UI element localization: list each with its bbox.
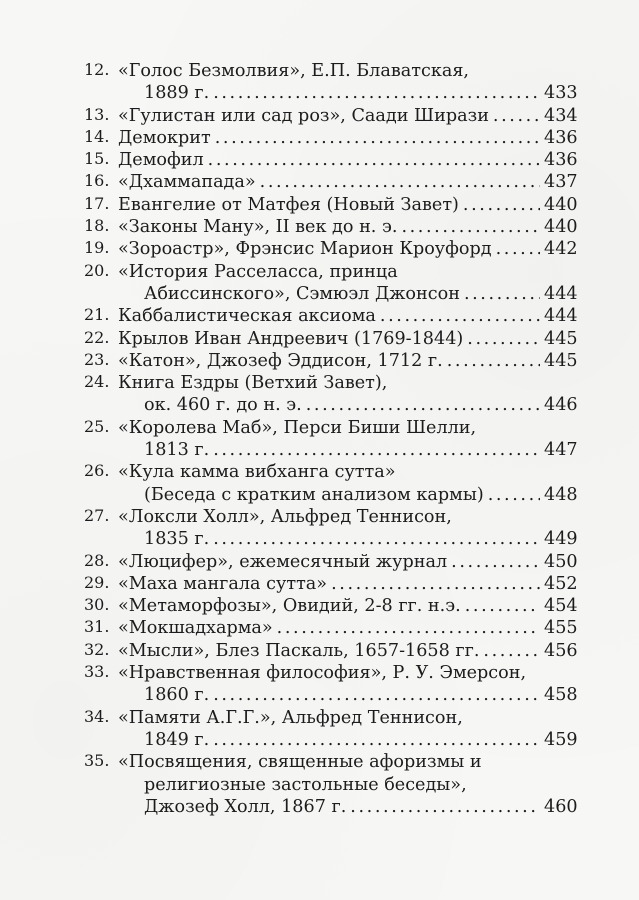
entry-title-line: 1835 г. bbox=[144, 529, 210, 550]
entry-title-line: Каббалистическая аксиома bbox=[118, 306, 376, 327]
toc-entry bbox=[84, 639, 578, 662]
entry-title-line: «Мысли», Блез Паскаль, 1657-1658 гг. bbox=[118, 640, 480, 661]
entry-title-line: «Памяти А.Г.Г.», Альфред Теннисон, bbox=[118, 707, 463, 728]
entry-title-line: Демокрит bbox=[118, 127, 211, 148]
entry-title-line: «Метаморфозы», Овидий, 2-8 гг. н.э. bbox=[118, 596, 461, 617]
entry-title-line: (Беседа с кратким анализом кармы) bbox=[144, 484, 484, 505]
entry-number: 32. bbox=[84, 639, 110, 659]
entry-number: 18. bbox=[84, 216, 110, 236]
toc-entry bbox=[84, 751, 578, 818]
toc-entry bbox=[84, 216, 578, 238]
entry-number: 21. bbox=[84, 305, 110, 325]
dot-leader bbox=[465, 595, 540, 617]
entry-number: 31. bbox=[84, 617, 110, 637]
dot-leader bbox=[451, 551, 540, 573]
toc-entry bbox=[84, 550, 578, 573]
dot-leader bbox=[401, 216, 540, 238]
toc-entry bbox=[84, 349, 578, 372]
page-number: 447 bbox=[544, 440, 578, 461]
page-number: 437 bbox=[544, 172, 578, 193]
entry-title-line: «Люцифер», ежемесячный журнал bbox=[118, 551, 448, 572]
toc-entry bbox=[84, 617, 578, 639]
dot-leader bbox=[380, 305, 540, 327]
toc-entry bbox=[84, 104, 578, 127]
page-number: 459 bbox=[544, 729, 578, 750]
entry-title-line: 1889 г. bbox=[144, 83, 210, 104]
entry-number: 29. bbox=[84, 572, 110, 592]
page-number: 442 bbox=[544, 239, 578, 260]
entry-number: 14. bbox=[84, 126, 110, 146]
dot-leader bbox=[215, 127, 540, 149]
toc-entry bbox=[84, 260, 578, 306]
entry-title-line: «Кула камма вибханга сутта» bbox=[118, 462, 396, 483]
entry-number: 16. bbox=[84, 171, 110, 191]
toc-entry bbox=[84, 126, 578, 149]
entry-title-line: «Локсли Холл», Альфред Теннисон, bbox=[118, 506, 452, 527]
entry-number: 20. bbox=[84, 260, 110, 280]
toc-entry bbox=[84, 327, 578, 350]
page-number: 440 bbox=[544, 194, 578, 215]
entry-title-line: «Маха мангала сутта» bbox=[118, 573, 328, 594]
dot-leader bbox=[350, 796, 540, 818]
entry-number: 28. bbox=[84, 550, 110, 570]
entry-title-line: «Гулистан или сад роз», Саади Ширази bbox=[118, 105, 489, 126]
toc-entry bbox=[84, 372, 578, 417]
entry-number: 27. bbox=[84, 505, 110, 525]
entry-title-line: «Нравственная философия», Р. У. Эмерсон, bbox=[118, 663, 527, 684]
dot-leader bbox=[260, 171, 540, 193]
toc-entry bbox=[84, 595, 578, 617]
entry-title-line: 1849 г. bbox=[144, 729, 210, 750]
entry-number: 26. bbox=[84, 461, 110, 481]
dot-leader bbox=[483, 640, 540, 662]
entry-number: 23. bbox=[84, 349, 110, 369]
page-number: 444 bbox=[544, 306, 578, 327]
entry-number: 12. bbox=[84, 60, 110, 79]
page-number: 449 bbox=[544, 529, 578, 550]
entry-title-line: Книга Ездры (Ветхий Завет), bbox=[118, 373, 388, 394]
entry-number: 19. bbox=[84, 238, 110, 258]
toc-entry bbox=[84, 60, 578, 105]
page-number: 440 bbox=[544, 217, 578, 238]
page-number: 436 bbox=[544, 150, 578, 171]
toc-entry bbox=[84, 706, 578, 752]
page-number: 452 bbox=[544, 573, 578, 594]
page-number: 444 bbox=[544, 283, 578, 304]
entry-number: 22. bbox=[84, 327, 110, 347]
toc-entry bbox=[84, 171, 578, 193]
entry-title-line: Крылов Иван Андреевич (1769-1844) bbox=[118, 328, 464, 349]
entry-title-line: Джозеф Холл, 1867 г. bbox=[144, 796, 347, 817]
entry-title-line: «Голос Безмолвия», Е.П. Блаватская, bbox=[118, 61, 470, 81]
dot-leader bbox=[213, 528, 540, 550]
page-number: 460 bbox=[544, 796, 578, 817]
page-number: 445 bbox=[544, 328, 578, 349]
dot-leader bbox=[213, 684, 540, 706]
entry-title-line: «Зороастр», Фрэнсис Марион Кроуфорд bbox=[118, 239, 492, 260]
toc-entry bbox=[84, 416, 578, 462]
page-number: 445 bbox=[544, 350, 578, 371]
dot-leader bbox=[493, 105, 540, 127]
entry-title-line: религиозные застольные беседы», bbox=[144, 774, 467, 795]
dot-leader bbox=[208, 149, 540, 171]
entry-title-line: «Мокшадхарма» bbox=[118, 618, 273, 639]
entry-number: 30. bbox=[84, 595, 110, 615]
page-number: 436 bbox=[544, 127, 578, 148]
dot-leader bbox=[306, 394, 540, 416]
entry-title-line: «Посвящения, священные афоризмы и bbox=[118, 752, 482, 773]
entry-title-line: Евангелие от Матфея (Новый Завет) bbox=[118, 194, 459, 215]
entry-title-line: Абиссинского», Сэмюэл Джонсон bbox=[144, 283, 460, 304]
dot-leader bbox=[447, 350, 540, 372]
dot-leader bbox=[488, 484, 540, 506]
page-number: 454 bbox=[544, 596, 578, 617]
toc-entry bbox=[84, 149, 578, 171]
page-number: 450 bbox=[544, 551, 578, 572]
entry-title-line: 1860 г. bbox=[144, 685, 210, 706]
toc-entry bbox=[84, 193, 578, 216]
toc-entry bbox=[84, 662, 578, 707]
entry-title-line: «Законы Ману», II век до н. э. bbox=[118, 217, 398, 238]
entry-number: 17. bbox=[84, 193, 110, 213]
page-number: 434 bbox=[544, 105, 578, 126]
entry-title-line: «История Расселасса, принца bbox=[118, 261, 398, 282]
page-number: 456 bbox=[544, 640, 578, 661]
page-number: 458 bbox=[544, 685, 578, 706]
entry-title-line: Демофил bbox=[118, 150, 204, 171]
dot-leader bbox=[213, 439, 540, 461]
entry-number: 15. bbox=[84, 149, 110, 169]
entry-title-line: «Дхаммапада» bbox=[118, 172, 256, 193]
entry-title-line: «Катон», Джозеф Эддисон, 1712 г. bbox=[118, 350, 443, 371]
page-number: 433 bbox=[544, 83, 578, 104]
dot-leader bbox=[496, 238, 540, 260]
entry-title-line: ок. 460 г. до н. э. bbox=[144, 395, 302, 416]
dot-leader bbox=[463, 194, 540, 216]
entry-number: 35. bbox=[84, 751, 110, 771]
dot-leader bbox=[277, 617, 540, 639]
page-number: 455 bbox=[544, 618, 578, 639]
entry-number: 13. bbox=[84, 104, 110, 124]
entry-title-line: 1813 г. bbox=[144, 440, 210, 461]
entry-number: 25. bbox=[84, 416, 110, 436]
toc-entry bbox=[84, 461, 578, 506]
entry-number: 33. bbox=[84, 662, 110, 682]
dot-leader bbox=[213, 729, 540, 751]
toc-entry bbox=[84, 572, 578, 595]
dot-leader bbox=[331, 573, 540, 595]
entry-title-line: «Королева Маб», Перси Биши Шелли, bbox=[118, 417, 477, 438]
dot-leader bbox=[464, 283, 540, 305]
page-number: 448 bbox=[544, 484, 578, 505]
page-number: 446 bbox=[544, 395, 578, 416]
entry-number: 34. bbox=[84, 706, 110, 726]
toc-entry bbox=[84, 505, 578, 551]
toc-entry bbox=[84, 238, 578, 260]
entry-number: 24. bbox=[84, 372, 110, 392]
table-of-contents bbox=[84, 60, 578, 818]
dot-leader bbox=[213, 82, 540, 104]
dot-leader bbox=[467, 328, 540, 350]
toc-entry bbox=[84, 305, 578, 327]
